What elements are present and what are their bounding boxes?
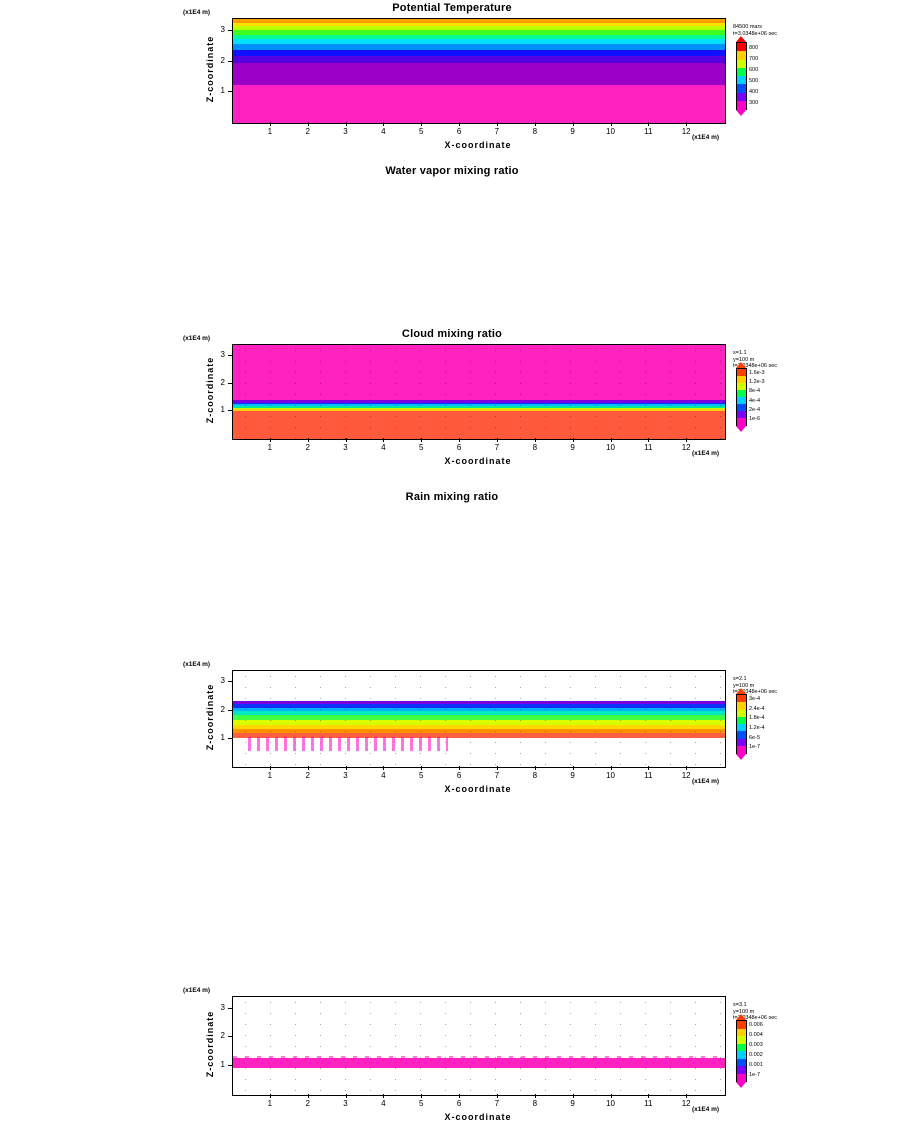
x-tick-label: 9: [570, 771, 575, 780]
x-tick: [648, 122, 649, 126]
x-tick-label: 1: [267, 771, 273, 780]
colorbar-label: 300: [749, 99, 759, 106]
layer-band: [233, 62, 725, 84]
x-tick: [611, 766, 612, 770]
panel-title: Potential Temperature: [392, 2, 512, 14]
annotation-line: t=3.0348e+06 sec: [733, 363, 778, 369]
x-tick-label: 8: [532, 443, 538, 452]
y-tick-label: 1: [220, 732, 225, 742]
x-tick: [497, 1094, 498, 1098]
layer-band: [233, 19, 725, 23]
y-tick-label: 2: [220, 1031, 225, 1041]
x-tick-label: 9: [570, 1099, 575, 1108]
layer-band: [233, 26, 725, 31]
annotation-line: 84500 mars: [733, 24, 763, 30]
y-tick-label: 3: [220, 1002, 225, 1012]
layer-band: [233, 84, 725, 123]
x-tick-label: 8: [532, 771, 538, 780]
colorbar-label: 8e-4: [749, 388, 761, 395]
x-tick-label: 10: [606, 443, 615, 452]
layer-band: [233, 719, 725, 725]
colorbar-label: 0.004: [749, 1032, 763, 1038]
y-axis-unit: (x1E4 m): [183, 987, 211, 994]
x-tick-label: 11: [644, 1099, 653, 1108]
x-tick-label: 2: [305, 443, 310, 452]
x-tick: [308, 766, 309, 770]
x-tick-label: 5: [418, 443, 424, 452]
x-tick: [497, 122, 498, 126]
colorbar-label: 0.003: [749, 1042, 763, 1048]
colorbar-label: 700: [749, 55, 759, 62]
y-tick-label: 1: [220, 405, 225, 415]
panel-title: Water vapor mixing ratio: [385, 165, 519, 177]
layer-band: [233, 34, 725, 39]
x-tick: [421, 122, 422, 126]
x-tick: [383, 766, 384, 770]
x-tick-label: 8: [532, 1099, 538, 1108]
colorbar-3: [736, 694, 747, 754]
x-tick-label: 6: [456, 127, 462, 136]
x-tick-label: 12: [681, 1099, 691, 1108]
x-tick-label: 6: [456, 1099, 462, 1108]
layer-band: [233, 1068, 725, 1096]
x-tick-label: 4: [381, 1099, 386, 1108]
y-tick: [228, 61, 232, 62]
x-tick: [383, 122, 384, 126]
layer-band: [233, 729, 725, 734]
colorbar-label: 1e-6: [749, 416, 761, 423]
x-tick-label: 3: [343, 1099, 348, 1108]
y-tick-label: 3: [220, 25, 225, 35]
y-tick: [228, 91, 232, 92]
x-tick-label: 5: [418, 1099, 424, 1108]
y-axis-unit: (x1E4 m): [183, 335, 211, 342]
x-tick: [383, 1094, 384, 1098]
layer-band: [233, 49, 725, 56]
annotation-line: s=3.1: [733, 1002, 747, 1008]
x-tick-label: 7: [494, 127, 500, 136]
y-tick-label: 1: [220, 86, 225, 96]
layer-band: [233, 39, 725, 44]
x-tick: [686, 1094, 687, 1098]
annotation-line: t=3.0348e+06 sec: [733, 30, 778, 37]
x-axis-unit: (x1E4 m): [692, 450, 720, 457]
x-tick: [421, 766, 422, 770]
colorbar-label: 1.8e-4: [749, 715, 765, 722]
y-tick: [228, 1065, 232, 1066]
colorbar-label: 600: [749, 66, 759, 73]
colorbar-label: 1.2e-3: [749, 379, 765, 385]
layer-band: [233, 700, 725, 704]
x-tick-label: 10: [606, 771, 615, 780]
colorbar-segment: [737, 1074, 746, 1082]
x-tick: [346, 122, 347, 126]
x-axis-label: X-coordinate: [444, 784, 512, 794]
y-tick: [228, 30, 232, 31]
x-tick-label: 2: [305, 1099, 310, 1108]
x-tick: [346, 766, 347, 770]
x-tick-label: 7: [494, 1099, 500, 1108]
colorbar-label: 0.002: [749, 1052, 763, 1058]
colorbar-label: 1e-7: [749, 1072, 761, 1078]
x-tick: [611, 1094, 612, 1098]
x-tick-label: 6: [456, 443, 462, 452]
x-tick: [459, 122, 460, 126]
y-axis-unit: (x1E4 m): [183, 9, 211, 16]
x-tick: [308, 122, 309, 126]
y-tick-label: 1: [220, 1060, 225, 1070]
colorbar-segment: [737, 101, 746, 110]
y-tick-label: 3: [220, 676, 225, 686]
x-tick: [573, 766, 574, 770]
x-tick-label: 6: [456, 771, 462, 780]
annotation-line: t=3.0348e+06 sec: [733, 689, 778, 695]
x-tick: [270, 122, 271, 126]
layer-band: [233, 997, 725, 1058]
x-tick-label: 11: [644, 771, 653, 780]
layer-band: [233, 30, 725, 35]
annotation-line: y=100 m: [733, 1008, 755, 1015]
x-tick-label: 7: [494, 771, 500, 780]
y-tick: [228, 710, 232, 711]
plot-area-4: [232, 996, 726, 1096]
x-tick-label: 10: [606, 1099, 615, 1108]
y-tick: [228, 1036, 232, 1037]
colorbar-label: 500: [749, 77, 759, 84]
colorbar-label: 1.6e-3: [749, 369, 765, 376]
x-tick-label: 11: [644, 443, 653, 452]
x-tick-label: 3: [343, 127, 348, 136]
x-tick: [535, 122, 536, 126]
colorbar-label: 0.006: [749, 1022, 763, 1028]
y-tick: [228, 681, 232, 682]
x-tick-label: 9: [570, 127, 575, 136]
x-tick-label: 12: [681, 443, 691, 452]
x-tick-label: 10: [606, 127, 615, 136]
x-tick: [648, 1094, 649, 1098]
x-tick: [686, 766, 687, 770]
y-axis-label: Z-coordinate: [205, 683, 215, 751]
y-tick-label: 2: [220, 377, 225, 387]
colorbar-label: 6e-5: [749, 734, 761, 741]
colorbar-label: 4e-4: [749, 397, 761, 404]
x-tick-label: 1: [267, 127, 273, 136]
x-axis-unit: (x1E4 m): [692, 778, 720, 785]
colorbar-segment: [737, 746, 746, 754]
colorbar-arrow-down: [736, 754, 746, 760]
colorbar-label: 1.2e-4: [749, 724, 765, 731]
layer-band: [233, 671, 725, 701]
layer-band: [233, 55, 725, 63]
colorbar-label: 0.001: [749, 1062, 763, 1068]
annotation-line: s=1.1: [733, 350, 747, 356]
panel-title: Cloud mixing ratio: [401, 328, 503, 340]
x-axis-label: X-coordinate: [444, 140, 512, 150]
y-tick: [228, 738, 232, 739]
annotation-line: s=2.1: [733, 676, 747, 682]
layer-band: [233, 704, 725, 708]
x-tick-label: 9: [570, 443, 575, 452]
x-axis-unit: (x1E4 m): [692, 1106, 720, 1113]
x-tick-label: 11: [644, 127, 653, 136]
x-tick-label: 3: [343, 443, 348, 452]
y-axis-label: Z-coordinate: [205, 1010, 215, 1078]
y-axis-label: Z-coordinate: [205, 356, 215, 424]
x-tick-label: 3: [343, 771, 348, 780]
x-tick-label: 12: [681, 127, 691, 136]
x-tick: [497, 766, 498, 770]
layer-band: [233, 711, 725, 716]
x-tick: [308, 1094, 309, 1098]
rain-detail: [233, 1056, 725, 1066]
colorbar-label: 2.4e-4: [749, 705, 765, 712]
x-tick: [573, 122, 574, 126]
x-tick: [270, 1094, 271, 1098]
x-tick-label: 1: [267, 1099, 273, 1108]
annotation-line: y=100 m: [733, 356, 755, 363]
x-tick: [611, 122, 612, 126]
colorbar-1: [736, 42, 747, 110]
y-tick-label: 3: [220, 350, 225, 360]
x-tick: [573, 1094, 574, 1098]
chart-panel-1: [0, 0, 904, 163]
x-tick: [270, 766, 271, 770]
colorbar-label: 800: [749, 44, 759, 51]
x-tick: [459, 766, 460, 770]
colorbar-label: 400: [749, 88, 759, 95]
y-tick-label: 2: [220, 55, 225, 65]
x-tick: [459, 1094, 460, 1098]
colorbar-arrow-down: [736, 110, 746, 116]
annotation-line: t=3.0348e+06 sec: [733, 1015, 778, 1021]
x-tick: [421, 1094, 422, 1098]
plot-area-3: [232, 670, 726, 768]
x-tick-label: 4: [381, 771, 386, 780]
x-tick-label: 1: [267, 443, 273, 452]
layer-band: [233, 724, 725, 729]
x-tick: [648, 766, 649, 770]
colorbar-arrow-down: [736, 1082, 746, 1088]
layer-band: [233, 714, 725, 719]
x-tick-label: 7: [494, 443, 500, 452]
layer-band: [233, 43, 725, 49]
colorbar-label: 1e-7: [749, 744, 761, 751]
x-tick: [686, 122, 687, 126]
x-tick-label: 8: [532, 127, 538, 136]
panel-title: Rain mixing ratio: [405, 491, 499, 503]
colorbar-label: 3e-4: [749, 695, 761, 702]
x-tick-label: 2: [305, 771, 310, 780]
colorbar-label: 2e-4: [749, 407, 761, 413]
x-axis-unit: (x1E4 m): [692, 134, 720, 141]
x-tick-label: 12: [681, 771, 691, 780]
x-tick: [535, 1094, 536, 1098]
y-tick: [228, 1008, 232, 1009]
annotation-line: y=100 m: [733, 682, 755, 689]
colorbar-4: [736, 1020, 747, 1082]
y-axis-unit: (x1E4 m): [183, 661, 211, 668]
y-axis-label: Z-coordinate: [205, 35, 215, 103]
x-tick-label: 4: [381, 443, 386, 452]
plot-area-1: [232, 18, 726, 124]
cloud-detail: [248, 737, 448, 751]
x-tick-label: 5: [418, 771, 424, 780]
x-tick: [535, 766, 536, 770]
x-axis-label: X-coordinate: [444, 1112, 512, 1122]
y-tick-label: 2: [220, 704, 225, 714]
x-axis-label: X-coordinate: [444, 456, 512, 466]
x-tick-label: 4: [381, 127, 386, 136]
x-tick: [346, 1094, 347, 1098]
x-tick-label: 2: [305, 127, 310, 136]
x-tick-label: 5: [418, 127, 424, 136]
